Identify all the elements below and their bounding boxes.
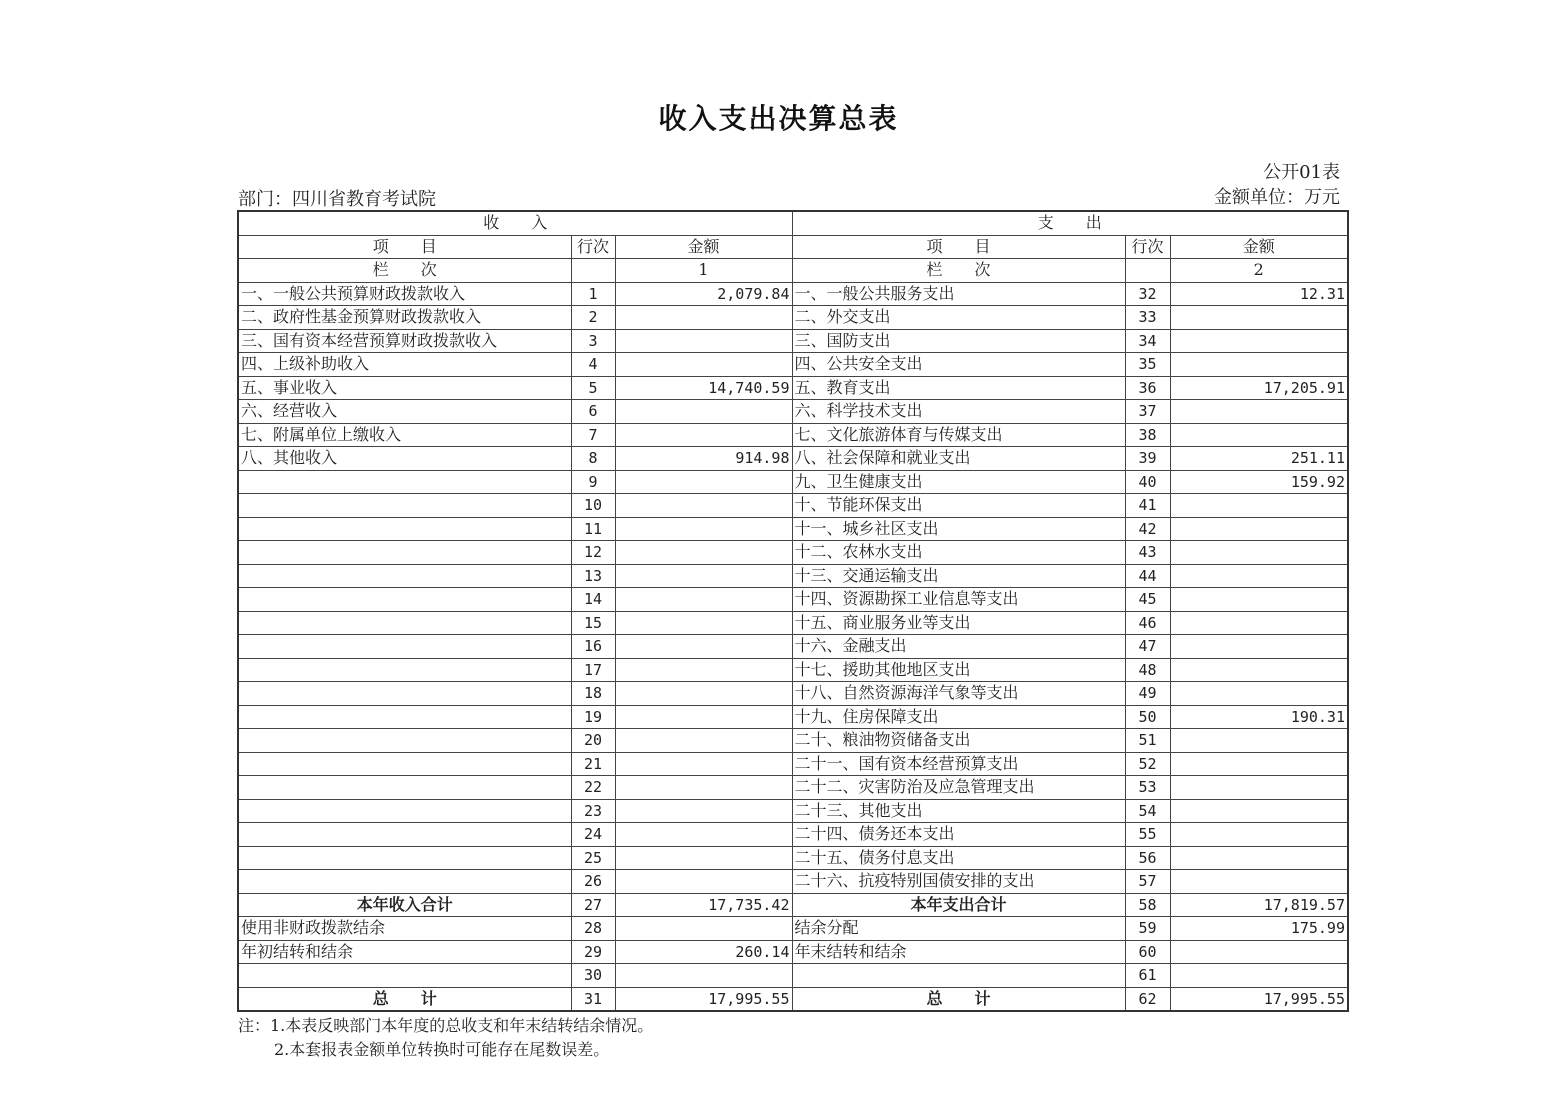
- expense-label: 本年支出合计: [792, 893, 1125, 917]
- income-amount: [615, 635, 792, 659]
- income-label: 本年收入合计: [238, 893, 571, 917]
- income-item: [238, 517, 571, 541]
- income-row-number: 16: [571, 635, 615, 659]
- expense-item: 十二、农林水支出: [792, 541, 1125, 565]
- expense-amount: [1170, 752, 1348, 776]
- expense-row-number: 44: [1125, 564, 1170, 588]
- table-row: [238, 776, 1348, 800]
- income-item: 使用非财政拨款结余: [238, 917, 571, 941]
- expense-amount: [1170, 729, 1348, 753]
- expense-item: 结余分配: [792, 917, 1125, 941]
- footnotes: [238, 1014, 653, 1062]
- income-item: [238, 494, 571, 518]
- income-amount: [615, 682, 792, 706]
- expense-item: 四、公共安全支出: [792, 353, 1125, 377]
- expense-item: 二十三、其他支出: [792, 799, 1125, 823]
- expense-amount: [1170, 541, 1348, 565]
- income-row-number: 26: [571, 870, 615, 894]
- income-row-number: 11: [571, 517, 615, 541]
- income-item: 三、国有资本经营预算财政拨款收入: [238, 329, 571, 353]
- income-row-number: 24: [571, 823, 615, 847]
- expense-row-number: 58: [1125, 893, 1170, 917]
- income-row-number: 29: [571, 940, 615, 964]
- table-row: [238, 353, 1348, 377]
- income-column-blank: [571, 259, 615, 283]
- expense-row-number: 36: [1125, 376, 1170, 400]
- expense-amount: [1170, 964, 1348, 988]
- expense-item: 十一、城乡社区支出: [792, 517, 1125, 541]
- expense-amount: [1170, 682, 1348, 706]
- income-expense-table: [237, 210, 1349, 1012]
- expense-item: 二、外交支出: [792, 306, 1125, 330]
- income-amount: [615, 541, 792, 565]
- table-row: [238, 940, 1348, 964]
- income-row-number: 13: [571, 564, 615, 588]
- income-item: [238, 588, 571, 612]
- table-row: [238, 752, 1348, 776]
- expense-item: 十八、自然资源海洋气象等支出: [792, 682, 1125, 706]
- expense-column-number: 2: [1170, 259, 1348, 283]
- income-amount: [615, 729, 792, 753]
- column-header-row: [238, 235, 1348, 259]
- income-row-number: 7: [571, 423, 615, 447]
- expense-row-number: 40: [1125, 470, 1170, 494]
- income-row-number: 23: [571, 799, 615, 823]
- income-amount: [615, 353, 792, 377]
- income-item: 一、一般公共预算财政拨款收入: [238, 282, 571, 306]
- income-amount: 914.98: [615, 447, 792, 471]
- table-row: [238, 823, 1348, 847]
- expense-amount: 17,819.57: [1170, 893, 1348, 917]
- income-amount: [615, 588, 792, 612]
- income-item: [238, 470, 571, 494]
- income-label: 总 计: [238, 987, 571, 1011]
- table-row: [238, 282, 1348, 306]
- expense-amount: [1170, 799, 1348, 823]
- expense-row-number: 49: [1125, 682, 1170, 706]
- expense-amount: [1170, 306, 1348, 330]
- table-row: [238, 564, 1348, 588]
- income-item: [238, 705, 571, 729]
- expense-row-number: 37: [1125, 400, 1170, 424]
- expense-item: 七、文化旅游体育与传媒支出: [792, 423, 1125, 447]
- income-amount-header: 金额: [615, 235, 792, 259]
- expense-row-number: 46: [1125, 611, 1170, 635]
- income-row-number: 1: [571, 282, 615, 306]
- table-row: [238, 964, 1348, 988]
- income-amount: [615, 823, 792, 847]
- income-row-number: 25: [571, 846, 615, 870]
- income-item: 二、政府性基金预算财政拨款收入: [238, 306, 571, 330]
- expense-item: 一、一般公共服务支出: [792, 282, 1125, 306]
- income-item: [238, 964, 571, 988]
- expense-row-number: 38: [1125, 423, 1170, 447]
- expense-amount: [1170, 870, 1348, 894]
- expense-amount: [1170, 940, 1348, 964]
- expense-item: 十三、交通运输支出: [792, 564, 1125, 588]
- expense-amount: 251.11: [1170, 447, 1348, 471]
- income-row-number: 22: [571, 776, 615, 800]
- income-amount: [615, 470, 792, 494]
- income-item: 六、经营收入: [238, 400, 571, 424]
- income-section-header: 收 入: [238, 211, 792, 235]
- income-item: [238, 564, 571, 588]
- table-row: [238, 423, 1348, 447]
- expense-item: [792, 964, 1125, 988]
- expense-row-number: 51: [1125, 729, 1170, 753]
- expense-amount: 190.31: [1170, 705, 1348, 729]
- income-row-number: 5: [571, 376, 615, 400]
- income-row-number: 15: [571, 611, 615, 635]
- expense-amount: [1170, 517, 1348, 541]
- expense-amount: 12.31: [1170, 282, 1348, 306]
- table-row: [238, 611, 1348, 635]
- table-row: [238, 635, 1348, 659]
- expense-amount-header: 金额: [1170, 235, 1348, 259]
- table-row: [238, 376, 1348, 400]
- table-row: [238, 705, 1348, 729]
- income-amount: 14,740.59: [615, 376, 792, 400]
- table-row: [238, 658, 1348, 682]
- expense-row-number: 35: [1125, 353, 1170, 377]
- footnote-1: 注：1.本表反映部门本年度的总收支和年末结转结余情况。: [238, 1016, 654, 1035]
- expense-amount: [1170, 588, 1348, 612]
- expense-amount: [1170, 423, 1348, 447]
- income-amount: [615, 776, 792, 800]
- table-row: [238, 588, 1348, 612]
- expense-item: 二十四、债务还本支出: [792, 823, 1125, 847]
- table-row: [238, 799, 1348, 823]
- table-row: [238, 917, 1348, 941]
- income-amount: [615, 870, 792, 894]
- income-row-number: 30: [571, 964, 615, 988]
- income-row-number: 28: [571, 917, 615, 941]
- income-amount: [615, 329, 792, 353]
- expense-row-number: 47: [1125, 635, 1170, 659]
- income-item: 五、事业收入: [238, 376, 571, 400]
- expense-column-blank: [1125, 259, 1170, 283]
- expense-row-number: 43: [1125, 541, 1170, 565]
- income-row-number: 27: [571, 893, 615, 917]
- income-row-number: 17: [571, 658, 615, 682]
- income-item: [238, 870, 571, 894]
- income-amount: [615, 423, 792, 447]
- income-item: [238, 635, 571, 659]
- income-column-number: 1: [615, 259, 792, 283]
- table-row: [238, 846, 1348, 870]
- income-item: [238, 682, 571, 706]
- table-body: [238, 282, 1348, 1011]
- expense-item: 十五、商业服务业等支出: [792, 611, 1125, 635]
- expense-row-number: 55: [1125, 823, 1170, 847]
- income-item: 八、其他收入: [238, 447, 571, 471]
- expense-label: 总 计: [792, 987, 1125, 1011]
- income-amount: [615, 611, 792, 635]
- expense-item: 十六、金融支出: [792, 635, 1125, 659]
- income-row-number: 4: [571, 353, 615, 377]
- expense-section-header: 支 出: [792, 211, 1348, 235]
- expense-item: 五、教育支出: [792, 376, 1125, 400]
- expense-item: 十四、资源勘探工业信息等支出: [792, 588, 1125, 612]
- income-item: [238, 823, 571, 847]
- expense-amount: 159.92: [1170, 470, 1348, 494]
- income-amount: 17,995.55: [615, 987, 792, 1011]
- column-index-row: [238, 259, 1348, 283]
- table-row: [238, 447, 1348, 471]
- expense-item: 二十、粮油物资储备支出: [792, 729, 1125, 753]
- table-row: [238, 494, 1348, 518]
- income-rowno-header: 行次: [571, 235, 615, 259]
- expense-item: 十九、住房保障支出: [792, 705, 1125, 729]
- total-row: [238, 987, 1348, 1011]
- income-item: 七、附属单位上缴收入: [238, 423, 571, 447]
- expense-amount: [1170, 400, 1348, 424]
- income-item: 年初结转和结余: [238, 940, 571, 964]
- table-row: [238, 870, 1348, 894]
- income-item: 四、上级补助收入: [238, 353, 571, 377]
- income-item: [238, 752, 571, 776]
- expense-row-number: 57: [1125, 870, 1170, 894]
- income-amount: [615, 917, 792, 941]
- income-row-number: 21: [571, 752, 615, 776]
- income-item: [238, 611, 571, 635]
- expense-item: 八、社会保障和就业支出: [792, 447, 1125, 471]
- expense-item: 十七、援助其他地区支出: [792, 658, 1125, 682]
- income-amount: [615, 306, 792, 330]
- expense-row-number: 48: [1125, 658, 1170, 682]
- expense-item: 年末结转和结余: [792, 940, 1125, 964]
- income-row-number: 10: [571, 494, 615, 518]
- income-row-number: 18: [571, 682, 615, 706]
- income-amount: [615, 517, 792, 541]
- expense-amount: 17,205.91: [1170, 376, 1348, 400]
- expense-amount: [1170, 329, 1348, 353]
- expense-item: 二十六、抗疫特别国债安排的支出: [792, 870, 1125, 894]
- section-header-row: [238, 211, 1348, 235]
- expense-row-number: 60: [1125, 940, 1170, 964]
- income-row-number: 8: [571, 447, 615, 471]
- footnote-2: 2.本套报表金额单位转换时可能存在尾数误差。: [274, 1040, 610, 1059]
- income-row-number: 19: [571, 705, 615, 729]
- income-amount: [615, 564, 792, 588]
- expense-amount: [1170, 776, 1348, 800]
- table-row: [238, 541, 1348, 565]
- table-row: [238, 470, 1348, 494]
- income-amount: [615, 964, 792, 988]
- expense-rowno-header: 行次: [1125, 235, 1170, 259]
- table-row: [238, 306, 1348, 330]
- form-number: 公开01表: [1263, 162, 1340, 183]
- expense-item: 二十二、灾害防治及应急管理支出: [792, 776, 1125, 800]
- income-item: [238, 541, 571, 565]
- income-column-label: 栏 次: [238, 259, 571, 283]
- income-row-number: 12: [571, 541, 615, 565]
- expense-column-label: 栏 次: [792, 259, 1125, 283]
- expense-amount: [1170, 564, 1348, 588]
- expense-row-number: 53: [1125, 776, 1170, 800]
- expense-row-number: 42: [1125, 517, 1170, 541]
- expense-amount: [1170, 823, 1348, 847]
- income-item: [238, 846, 571, 870]
- amount-unit: 金额单位：万元: [1214, 187, 1340, 208]
- income-row-number: 31: [571, 987, 615, 1011]
- expense-item: 十、节能环保支出: [792, 494, 1125, 518]
- expense-row-number: 45: [1125, 588, 1170, 612]
- expense-row-number: 33: [1125, 306, 1170, 330]
- income-amount: [615, 494, 792, 518]
- expense-row-number: 61: [1125, 964, 1170, 988]
- expense-row-number: 52: [1125, 752, 1170, 776]
- expense-item: 三、国防支出: [792, 329, 1125, 353]
- expense-item-header: 项 目: [792, 235, 1125, 259]
- expense-amount: [1170, 353, 1348, 377]
- income-item: [238, 658, 571, 682]
- expense-row-number: 32: [1125, 282, 1170, 306]
- expense-amount: 17,995.55: [1170, 987, 1348, 1011]
- income-amount: 260.14: [615, 940, 792, 964]
- department-label: 部门：四川省教育考试院: [238, 189, 436, 210]
- subtotal-row: [238, 893, 1348, 917]
- income-item: [238, 776, 571, 800]
- table-row: [238, 682, 1348, 706]
- expense-row-number: 54: [1125, 799, 1170, 823]
- income-amount: [615, 799, 792, 823]
- expense-row-number: 50: [1125, 705, 1170, 729]
- expense-row-number: 62: [1125, 987, 1170, 1011]
- income-item: [238, 729, 571, 753]
- income-amount: [615, 752, 792, 776]
- expense-row-number: 39: [1125, 447, 1170, 471]
- table-row: [238, 517, 1348, 541]
- income-amount: 2,079.84: [615, 282, 792, 306]
- income-amount: [615, 705, 792, 729]
- income-amount: [615, 658, 792, 682]
- income-amount: [615, 400, 792, 424]
- expense-item: 二十一、国有资本经营预算支出: [792, 752, 1125, 776]
- expense-amount: [1170, 846, 1348, 870]
- expense-amount: [1170, 658, 1348, 682]
- expense-row-number: 56: [1125, 846, 1170, 870]
- expense-item: 六、科学技术支出: [792, 400, 1125, 424]
- income-item-header: 项 目: [238, 235, 571, 259]
- income-row-number: 14: [571, 588, 615, 612]
- income-item: [238, 799, 571, 823]
- income-amount: [615, 846, 792, 870]
- income-amount: 17,735.42: [615, 893, 792, 917]
- income-row-number: 3: [571, 329, 615, 353]
- table-row: [238, 400, 1348, 424]
- page-title: 收入支出决算总表: [658, 102, 899, 135]
- expense-row-number: 41: [1125, 494, 1170, 518]
- expense-amount: [1170, 635, 1348, 659]
- expense-amount: [1170, 611, 1348, 635]
- expense-amount: [1170, 494, 1348, 518]
- table-row: [238, 329, 1348, 353]
- income-row-number: 9: [571, 470, 615, 494]
- expense-row-number: 59: [1125, 917, 1170, 941]
- expense-amount: 175.99: [1170, 917, 1348, 941]
- expense-item: 二十五、债务付息支出: [792, 846, 1125, 870]
- income-row-number: 2: [571, 306, 615, 330]
- table-row: [238, 729, 1348, 753]
- expense-item: 九、卫生健康支出: [792, 470, 1125, 494]
- income-row-number: 20: [571, 729, 615, 753]
- income-row-number: 6: [571, 400, 615, 424]
- expense-row-number: 34: [1125, 329, 1170, 353]
